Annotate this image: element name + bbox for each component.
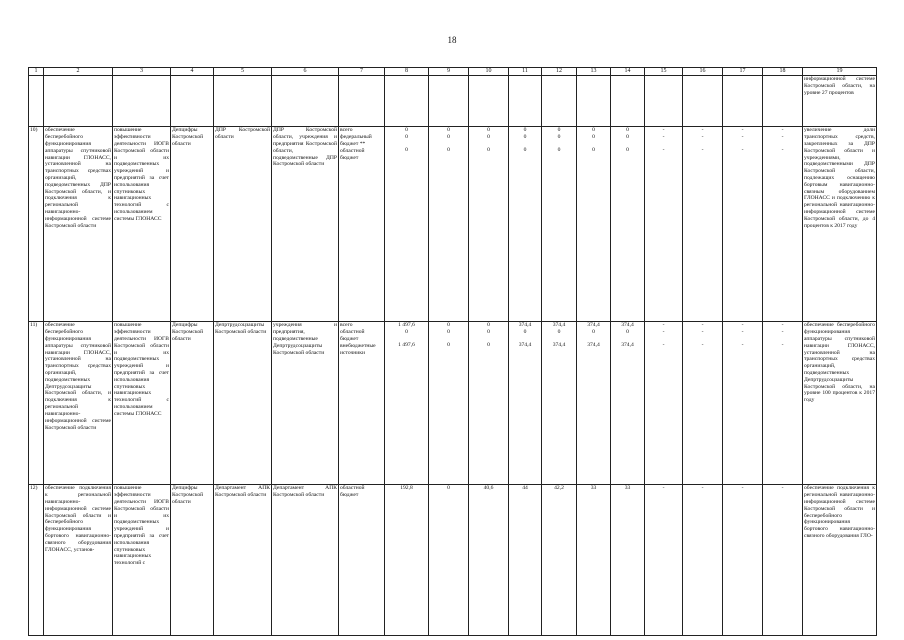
value-cell [683,485,723,636]
empty-cell [214,76,272,127]
funding-source: областной бюджет [340,485,365,499]
funding-sources [339,485,385,636]
value-cell [385,485,429,636]
funding-source: федеральный бюджет ** [340,134,372,147]
value-cell [509,485,542,636]
funding-value: - [741,134,744,141]
funding-value: 40,6 [483,485,494,492]
value-cell [645,485,683,636]
value-cell [542,322,577,485]
funding-value: - [662,322,665,329]
empty-cell [339,76,385,127]
funding-source: всего [340,127,353,134]
funding-value: 374,4 [587,322,600,329]
funding-value: 0 [592,127,595,134]
funding-value: 0 [447,342,450,349]
funding-value: - [741,127,744,134]
column-number: 15 [645,68,683,76]
funding-value: 0 [487,322,490,329]
funding-value: - [741,329,744,336]
executor-cell: Депцифры Костромской области [171,485,214,636]
funding-value: - [741,147,744,154]
value-cell [542,485,577,636]
funding-value: 0 [592,147,595,154]
value-cell [645,127,683,322]
result-text: информационной системе Костромской области, на уровне 27 процентов [803,76,877,127]
funding-value: 0 [626,134,629,141]
column-number: 4 [171,68,214,76]
value-cell [683,127,723,322]
value-cell [763,485,803,636]
goal-text: повышение эффективности деятельности ИОГВ Костромской области и их подведомственных учреждений и предприятий за счет использования спутниковых навигационных технологий с использованием системы ГЛОНАСС [113,322,171,485]
funding-value: 374,4 [518,342,532,349]
funding-value: - [781,329,784,336]
measure-text: обеспечение бесперебойного функционирования аппаратуры спутниковой навигации ГЛОНАСС, установленной на транспортных средствах организаций, подведомственных ДПР Костромской области, и подключения к региональной навигационно-информационной системе Костромской области [44,127,113,322]
column-number: 18 [763,68,803,76]
responsible-cell: Депртрудсоцзащиты Костромской области [214,322,272,485]
row-number: 10) [29,127,44,322]
result-text: обеспечение бесперебойного функционирования аппаратуры спутниковой навигации ГЛОНАСС, установленной на транспортных средствах организаций, подведомственных Депртрудсоцзащиты Костромской области, на уровне 100 процентов к 2017 году [803,322,877,485]
empty-cell [171,76,214,127]
funding-value: 0 [447,147,450,154]
result-text: увеличение доли транспортных средств, закрепленных за ДПР Костромской области и учреждениями, подведомственными ДПР Костромской области, подлежащих оснащению бортовым навигационно-связным оборудованием ГЛОНАСС и подключению к региональной навигационно-информационной системе Костромской области, до 4 процентов к 2017 году [803,127,877,322]
value-cell [723,127,763,322]
column-number: 16 [683,68,723,76]
funding-value: 0 [557,329,561,336]
funding-value: 1 497,6 [398,342,415,349]
value-cell [542,127,577,322]
value-cell [429,127,469,322]
funding-value: - [701,342,704,349]
value-cell [385,127,429,322]
funding-value: - [662,127,665,134]
executor-cell: Депцифры Костромской области [171,322,214,485]
continuation-row [29,76,877,127]
value-cell [469,485,509,636]
funding-value: 33 [590,485,597,492]
funding-value: 374,4 [621,322,634,329]
funding-value: 0 [447,322,450,329]
program-measures-table [28,67,877,636]
responsible-cell: ДПР Костромской области [214,127,272,322]
funding-value: 33 [624,485,631,492]
funding-value: 374,4 [587,342,600,349]
value-cell [763,127,803,322]
value-cell [611,127,645,322]
funding-value: 0 [487,127,490,134]
column-number: 7 [339,68,385,76]
funding-value: - [741,342,744,349]
value-cell [611,322,645,485]
funding-value: - [781,147,784,154]
funding-value: - [781,134,784,141]
funding-value: 0 [487,147,490,154]
funding-value: - [662,485,665,492]
column-number: 17 [723,68,763,76]
measure-text: обеспечение подключения к региональной навигационно-информационной системе Костромской области и бесперебойного функционирования бортового навигационно-связного оборудования ГЛОНАСС, установ- [44,485,113,636]
funding-value: 0 [447,134,450,141]
empty-cell [29,76,44,127]
funding-value: 1 497,6 [398,322,415,329]
value-cell [429,322,469,485]
empty-cell [645,76,683,127]
funding-value: 0 [557,147,561,154]
responsible-cell: Департамент АПК Костромской области [214,485,272,636]
column-number: 2 [44,68,113,76]
column-number: 13 [577,68,611,76]
value-cell [723,485,763,636]
funding-value: 0 [487,329,490,336]
funding-value: - [701,134,704,141]
empty-cell [763,76,803,127]
funding-value: - [781,127,784,134]
funding-value: 0 [447,127,450,134]
column-number: 1 [29,68,44,76]
column-number: 12 [542,68,577,76]
value-cell [385,322,429,485]
funding-value: 44 [522,485,528,492]
funding-value: 0 [405,147,408,154]
page-number: 18 [447,35,457,45]
funding-value: 0 [626,329,629,336]
value-cell [577,322,611,485]
funding-value: - [662,329,665,336]
column-number: 5 [214,68,272,76]
funding-value: 0 [626,127,629,134]
funding-value: - [781,322,784,329]
funding-value: 374,4 [552,342,566,349]
empty-cell [272,76,339,127]
funding-value: - [662,342,665,349]
value-cell [577,127,611,322]
table-row [29,322,877,485]
goal-text: повышение эффективности деятельности ИОГВ Костромской области и их подведомственных учреждений и предприятий за счет использования спутниковых навигационных технологий с [113,485,171,636]
column-number: 11 [509,68,542,76]
table-row [29,127,877,322]
value-cell [577,485,611,636]
column-number: 9 [429,68,469,76]
funding-value: 0 [557,134,561,141]
participants-cell: ДПР Костромской области, учреждения и предприятия Костромской области, подведомственные ДПР Костромской области [272,127,339,322]
table-row [29,485,877,636]
funding-value: - [701,127,704,134]
funding-value: 0 [523,134,527,141]
value-cell [469,127,509,322]
funding-value: 0 [405,134,408,141]
column-number: 6 [272,68,339,76]
funding-value: - [701,329,704,336]
funding-value: 0 [592,329,595,336]
funding-value: 0 [487,342,490,349]
value-cell [683,322,723,485]
column-number: 3 [113,68,171,76]
value-cell [509,322,542,485]
executor-cell: Депцифры Костромской области [171,127,214,322]
funding-value: - [741,322,744,329]
funding-source: областной бюджет [340,147,365,161]
empty-cell [611,76,645,127]
column-number: 8 [385,68,429,76]
value-cell [469,322,509,485]
funding-value: - [781,342,784,349]
result-text: обеспечение подключения к региональной навигационно-информационной системе Костромской области и бесперебойного функционирования бортового навигационно-связного оборудования ГЛО- [803,485,877,636]
value-cell [723,322,763,485]
funding-value: 192,8 [400,485,413,492]
funding-source: внебюджетные источники [340,342,376,356]
funding-value: 374,4 [518,322,532,329]
empty-cell [44,76,113,127]
column-number-row [29,68,877,76]
funding-value: - [701,322,704,329]
funding-value: 0 [447,329,450,336]
funding-value: 0 [557,127,561,134]
funding-value: - [701,485,704,492]
value-cell [611,485,645,636]
column-number: 10 [469,68,509,76]
funding-value: 0 [523,147,527,154]
funding-sources [339,322,385,485]
funding-source: всего [340,322,353,329]
funding-value: - [662,134,665,141]
funding-value: 0 [523,127,527,134]
funding-value: 0 [592,134,595,141]
empty-cell [469,76,509,127]
funding-value: - [781,485,784,492]
funding-value: - [741,485,744,492]
funding-value: 0 [405,127,408,134]
goal-text: повышение эффективности деятельности ИОГВ Костромской области и их подведомственных учреждений и предприятий за счет использования спутниковых навигационных технологий с использованием системы ГЛОНАСС [113,127,171,322]
column-number: 14 [611,68,645,76]
funding-value: 0 [447,485,450,492]
empty-cell [542,76,577,127]
empty-cell [385,76,429,127]
funding-value: 0 [626,147,629,154]
value-cell [429,485,469,636]
empty-cell [429,76,469,127]
empty-cell [509,76,542,127]
funding-value: 0 [405,329,408,336]
measure-text: обеспечение бесперебойного функционирования аппаратуры спутниковой навигации ГЛОНАСС, установленной на транспортных средствах организаций, подведомственных Дептрудсоцзащиты Костромской области, и подключения к региональной навигационно-информационной системе Костромской области [44,322,113,485]
funding-value: 0 [487,134,490,141]
row-number: 11) [29,322,44,485]
funding-value: 374,4 [552,322,566,329]
empty-cell [113,76,171,127]
value-cell [645,322,683,485]
column-number: 19 [803,68,877,76]
participants-cell: учреждения и предприятия, подведомственные Депртрудсоцзащиты Костромской области [272,322,339,485]
funding-source: областной бюджет [340,329,365,342]
empty-cell [683,76,723,127]
empty-cell [577,76,611,127]
value-cell [763,322,803,485]
value-cell [509,127,542,322]
funding-value: 0 [523,329,527,336]
funding-value: 42,2 [554,485,564,492]
funding-value: - [662,147,665,154]
participants-cell: Департамент АПК Костромской области [272,485,339,636]
funding-value: - [701,147,704,154]
funding-sources [339,127,385,322]
funding-value: 374,4 [621,342,634,349]
row-number: 12) [29,485,44,636]
empty-cell [723,76,763,127]
